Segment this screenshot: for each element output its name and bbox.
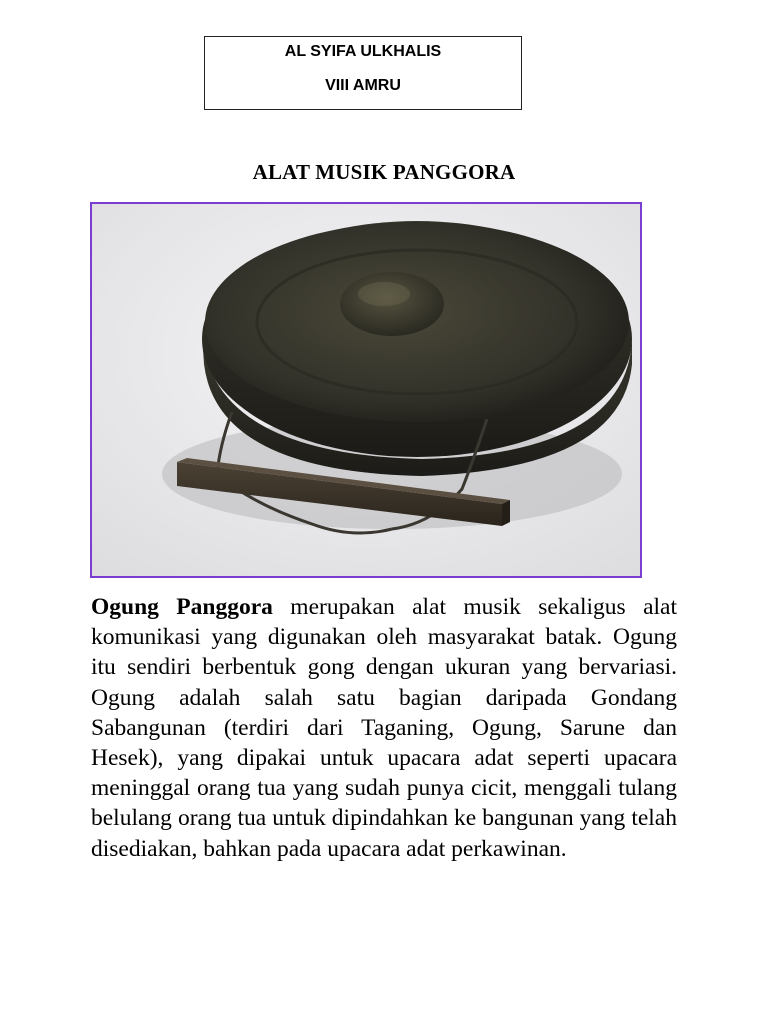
gong-photo [90, 202, 642, 578]
description-paragraph [91, 592, 677, 864]
student-class: VIII AMRU [325, 77, 401, 94]
instrument-name: Ogung Panggora [91, 594, 273, 620]
description-text: merupakan alat musik sekaligus alat komunikasi yang digunakan oleh masyarakat batak. Ogung itu sendiri berbentuk gong dengan ukuran yang bervariasi. Ogung adalah salah satu bagian daripada Gondang Sabangunan (terdiri dari Taganing, Ogung, Sarune dan Hesek), yang dipakai untuk upacara adat seperti upacara meninggal orang tua yang sudah punya cicit, menggali tulang belulang orang tua untuk dipindahkan ke bangunan yang telah disediakan, bahkan pada upacara adat perkawinan. [91, 594, 677, 862]
student-info-box [204, 36, 522, 110]
gong-icon [92, 204, 640, 576]
page-title: ALAT MUSIK PANGGORA [252, 160, 516, 184]
student-name: AL SYIFA ULKHALIS [284, 43, 442, 60]
